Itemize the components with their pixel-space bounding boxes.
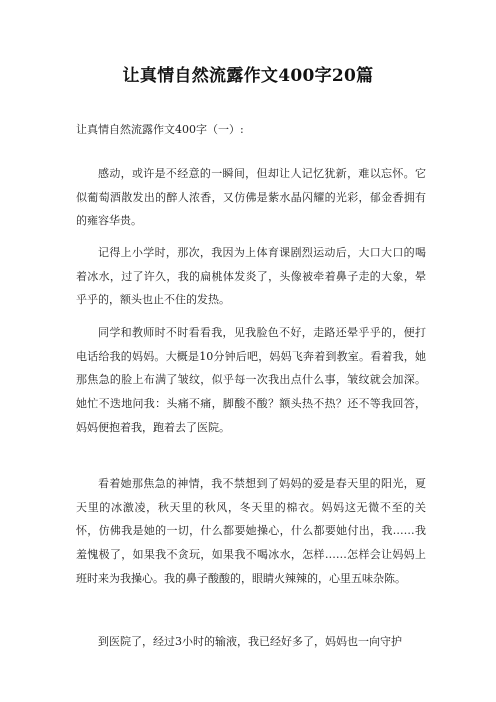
paragraph-4: 看着她那焦急的神情，我不禁想到了妈妈的爱是春天里的阳光，夏天里的冰激凌，秋天里的秋风，冬天里的棉衣。妈妈这无微不至的关怀，仿佛我是她的一切，什么都要她操心，什么都要她付出，我……我羞愧极了，如果我不贪玩，如果我不喝冰水，怎样……怎样会让妈妈上班时来为我操心。我的鼻子酸酸的，眼睛火辣辣的，心里五味杂陈。	[76, 477, 426, 585]
document-title: 让真情自然流露作文400字20篇	[122, 66, 374, 86]
paragraph-5: 到医院了，经过3小时的输液，我已经好多了，妈妈也一向守护	[98, 635, 402, 648]
paragraph-1: 感动，或许是不经意的一瞬间，但却让人记忆犹新，难以忘怀。它似葡萄酒散发出的醉人浓香，又仿佛是紫水晶闪耀的光彩，郁金香拥有的雍容华贵。	[76, 167, 426, 228]
paragraph-3: 同学和教师时不时看看我，见我脸色不好，走路还晕乎乎的，便打电话给我的妈妈。大概是10分钟后吧，妈妈飞奔着到教室。看着我，她那焦急的脸上布满了皱纹，似乎每一次我出点什么事，皱纹就会加深。她忙不迭地问我：头痛不痛，脚酸不酸？额头热不热？还不等我回答，妈妈便抱着我，跑着去了医院。	[76, 326, 426, 434]
document-subtitle: 让真情自然流露作文400字（一）:	[76, 123, 244, 136]
paragraph-2: 记得上小学时，那次，我因为上体育课剧烈运动后，大口大口的喝着冰水，过了许久，我的扁桃体发炎了，头像被牵着鼻子走的大象，晕乎乎的，额头也止不住的发热。	[76, 246, 426, 307]
